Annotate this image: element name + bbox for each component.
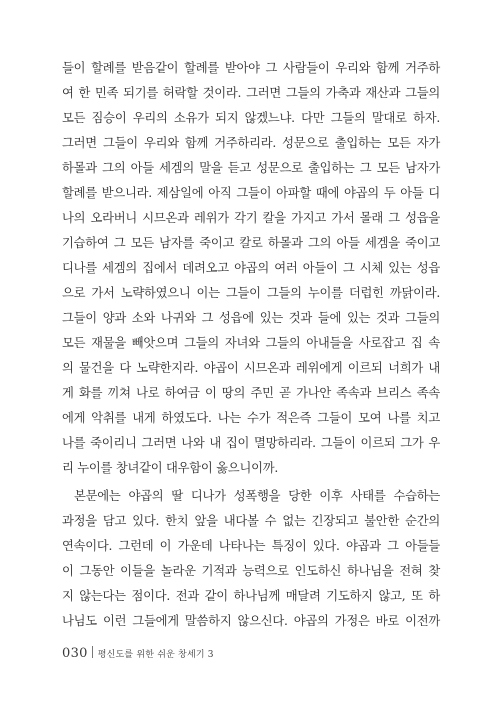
text-line: 하몰과 그의 아들 세겜의 말을 듣고 성문으로 출입하는 그 모든 남자가 (62, 161, 440, 175)
text-line: 이 그동안 이들을 놀라운 기적과 능력으로 인도하신 하나님을 전혀 찾 (62, 564, 440, 578)
text-line: 연속이다. 그런데 이 가운데 나타나는 특징이 있다. 야곱과 그 아들들 (62, 539, 440, 553)
footer-divider (92, 646, 93, 658)
text-line: 리 누이를 창녀같이 대우함이 옳으니이까. (62, 461, 278, 475)
text-line: 그러면 그들이 우리와 함께 거주하리라. 성문으로 출입하는 모든 자가 (62, 136, 440, 150)
text-line: 과정을 담고 있다. 한치 앞을 내다볼 수 없는 긴장되고 불안한 순간의 (62, 514, 440, 528)
text-line: 나님도 이런 그들에게 말씀하지 않으신다. 야곱의 가정은 바로 이전까 (62, 614, 440, 628)
text-line: 기습하여 그 모든 남자를 죽이고 칼로 하몰과 그의 아들 세겜을 죽이고 (62, 236, 440, 250)
text-line: 들이 할례를 받음같이 할례를 받아야 그 사람들이 우리와 함께 거주하 (62, 61, 440, 75)
text-line: 본문에는 야곱의 딸 디나가 성폭행을 당한 이후 사태를 수습하는 (74, 489, 440, 503)
page-number: 030 (62, 646, 88, 661)
text-line: 할례를 받으니라. 제삼일에 아직 그들이 아파할 때에 야곱의 두 아들 디 (62, 186, 440, 200)
text-line: 나를 죽이리니 그러면 나와 내 집이 멸망하리라. 그들이 이르되 그가 우 (62, 436, 440, 450)
text-line: 디나를 세겜의 집에서 데려오고 야곱의 여러 아들이 그 시체 있는 성읍 (62, 261, 440, 275)
text-line: 게 화를 끼쳐 나로 하여금 이 땅의 주민 곧 가나안 족속과 브리스 족속 (62, 386, 440, 400)
text-line: 나의 오라버니 시므온과 레위가 각기 칼을 가지고 가서 몰래 그 성읍을 (62, 211, 440, 225)
text-line: 의 물건을 다 노략한지라. 야곱이 시므온과 레위에게 이르되 너희가 내 (62, 361, 440, 375)
scripture-paragraph (62, 56, 440, 481)
text-line: 에게 악취를 내게 하였도다. 나는 수가 적은즉 그들이 모여 나를 치고 (62, 411, 440, 425)
commentary-paragraph (62, 484, 440, 634)
page-footer (62, 646, 214, 661)
text-line: 으로 가서 노략하였으니 이는 그들이 그들의 누이를 더럽힌 까닭이라. (62, 286, 440, 300)
text-line: 여 한 민족 되기를 허락할 것이라. 그러면 그들의 가축과 재산과 그들의 (62, 86, 440, 100)
book-title: 평신도를 위한 쉬운 창세기 3 (97, 650, 214, 660)
text-line: 모든 재물을 빼앗으며 그들의 자녀와 그들의 아내들을 사로잡고 집 속 (62, 336, 440, 350)
text-line: 그들이 양과 소와 나귀와 그 성읍에 있는 것과 들에 있는 것과 그들의 (62, 311, 440, 325)
text-line: 지 않는다는 점이다. 전과 같이 하나님께 매달려 기도하지 않고, 또 하 (62, 589, 440, 603)
text-line: 모든 짐승이 우리의 소유가 되지 않겠느냐. 다만 그들의 말대로 하자. (62, 111, 440, 125)
